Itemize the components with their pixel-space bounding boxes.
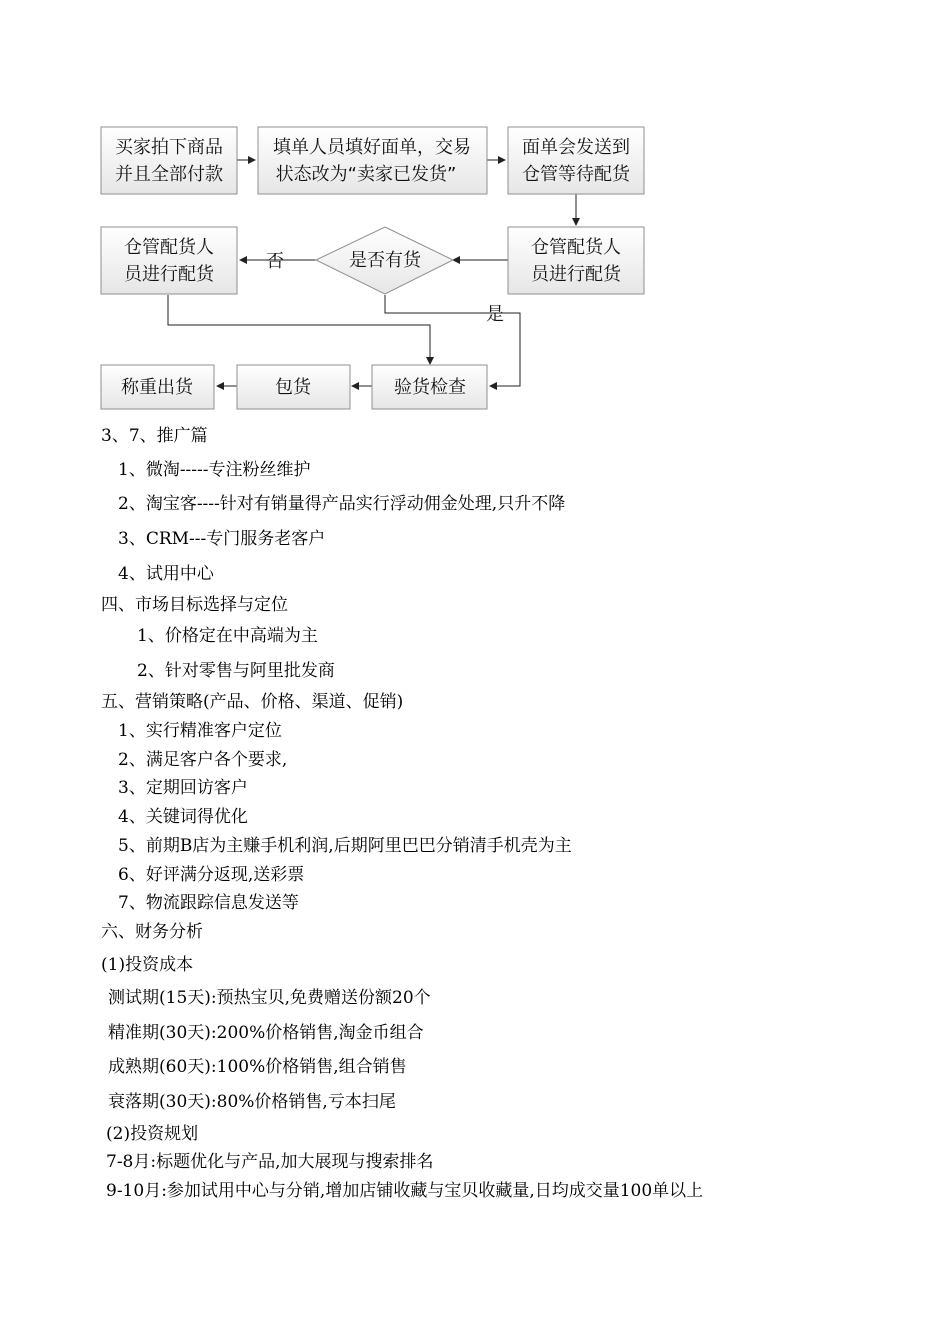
flow-box-weigh-ship-label: 称重出货 bbox=[121, 377, 193, 398]
strategy-item-7: 7、物流跟踪信息发送等 bbox=[118, 893, 299, 913]
section-market-target-heading: 四、市场目标选择与定位 bbox=[101, 595, 288, 615]
section-marketing-strategy-heading: 五、营销策略(产品、价格、渠道、促销) bbox=[101, 692, 404, 712]
flow-box-fill-order-line1: 填单人员填好面单，交易 bbox=[273, 137, 471, 158]
flow-box-warehouse-pick-left bbox=[101, 227, 237, 294]
investment-plan-heading: (2)投资规划 bbox=[106, 1124, 199, 1144]
section-finance-heading: 六、财务分析 bbox=[101, 922, 203, 942]
strategy-item-1: 1、实行精准客户定位 bbox=[118, 721, 282, 741]
flow-box-pack bbox=[237, 365, 350, 409]
cost-phase-precise: 精准期(30天):200%价格销售,淘金币组合 bbox=[108, 1023, 424, 1043]
flow-box-send-warehouse-line2: 仓管等待配货 bbox=[522, 164, 630, 185]
flow-box-send-warehouse bbox=[508, 127, 644, 194]
flow-box-warehouse-pick-right-line2: 员进行配货 bbox=[531, 264, 621, 285]
promotion-item-1: 1、微淘-----专注粉丝维护 bbox=[118, 460, 311, 480]
promotion-item-3: 3、CRM---专门服务老客户 bbox=[118, 529, 326, 549]
flow-box-warehouse-pick-left-line2: 员进行配货 bbox=[124, 264, 214, 285]
investment-cost-heading: (1)投资成本 bbox=[101, 955, 194, 975]
flow-box-pack-label: 包货 bbox=[275, 377, 311, 398]
flow-decision-in-stock bbox=[316, 227, 453, 294]
section-promotion-heading: 3、7、推广篇 bbox=[101, 426, 208, 446]
promotion-item-4: 4、试用中心 bbox=[118, 564, 214, 584]
order-process-flowchart bbox=[0, 0, 950, 420]
flow-box-warehouse-pick-left-line1: 仓管配货人 bbox=[124, 237, 214, 258]
strategy-item-2: 2、满足客户各个要求, bbox=[118, 750, 288, 770]
flow-label-yes: 是 bbox=[486, 304, 504, 325]
plan-sep-oct: 9-10月:参加试用中心与分销,增加店铺收藏与宝贝收藏量,日均成交量100单以上 bbox=[106, 1181, 704, 1201]
market-target-item-2: 2、针对零售与阿里批发商 bbox=[137, 661, 335, 681]
market-target-item-1: 1、价格定在中高端为主 bbox=[137, 626, 318, 646]
flow-box-buyer-pay-line2: 并且全部付款 bbox=[115, 164, 223, 185]
promotion-item-2: 2、淘宝客----针对有销量得产品实行浮动佣金处理,只升不降 bbox=[118, 494, 566, 514]
strategy-item-6: 6、好评满分返现,送彩票 bbox=[118, 865, 305, 885]
strategy-item-5: 5、前期B店为主赚手机利润,后期阿里巴巴分销清手机壳为主 bbox=[118, 836, 572, 856]
strategy-item-4: 4、关键词得优化 bbox=[118, 807, 248, 827]
flow-box-inspect bbox=[372, 365, 487, 409]
flow-box-warehouse-pick-right-line1: 仓管配货人 bbox=[531, 237, 621, 258]
cost-phase-mature: 成熟期(60天):100%价格销售,组合销售 bbox=[108, 1057, 407, 1077]
cost-phase-test: 测试期(15天):预热宝贝,免费赠送份额20个 bbox=[108, 988, 431, 1008]
flow-box-inspect-label: 验货检查 bbox=[394, 377, 466, 398]
flow-box-send-warehouse-line1: 面单会发送到 bbox=[522, 137, 630, 158]
flow-label-no: 否 bbox=[266, 251, 284, 272]
cost-phase-decline: 衰落期(30天):80%价格销售,亏本扫尾 bbox=[108, 1092, 396, 1112]
strategy-item-3: 3、定期回访客户 bbox=[118, 778, 248, 798]
flow-box-fill-order-line2: 状态改为“卖家已发货” bbox=[275, 164, 457, 185]
flow-decision-in-stock-label: 是否有货 bbox=[349, 250, 421, 271]
flow-box-buyer-pay bbox=[101, 127, 237, 194]
flow-box-warehouse-pick-right bbox=[508, 227, 644, 294]
flow-box-weigh-ship bbox=[101, 365, 214, 409]
flow-box-buyer-pay-line1: 买家拍下商品 bbox=[115, 137, 223, 158]
flow-box-fill-order bbox=[258, 127, 487, 194]
plan-jul-aug: 7-8月:标题优化与产品,加大展现与搜索排名 bbox=[106, 1152, 434, 1172]
